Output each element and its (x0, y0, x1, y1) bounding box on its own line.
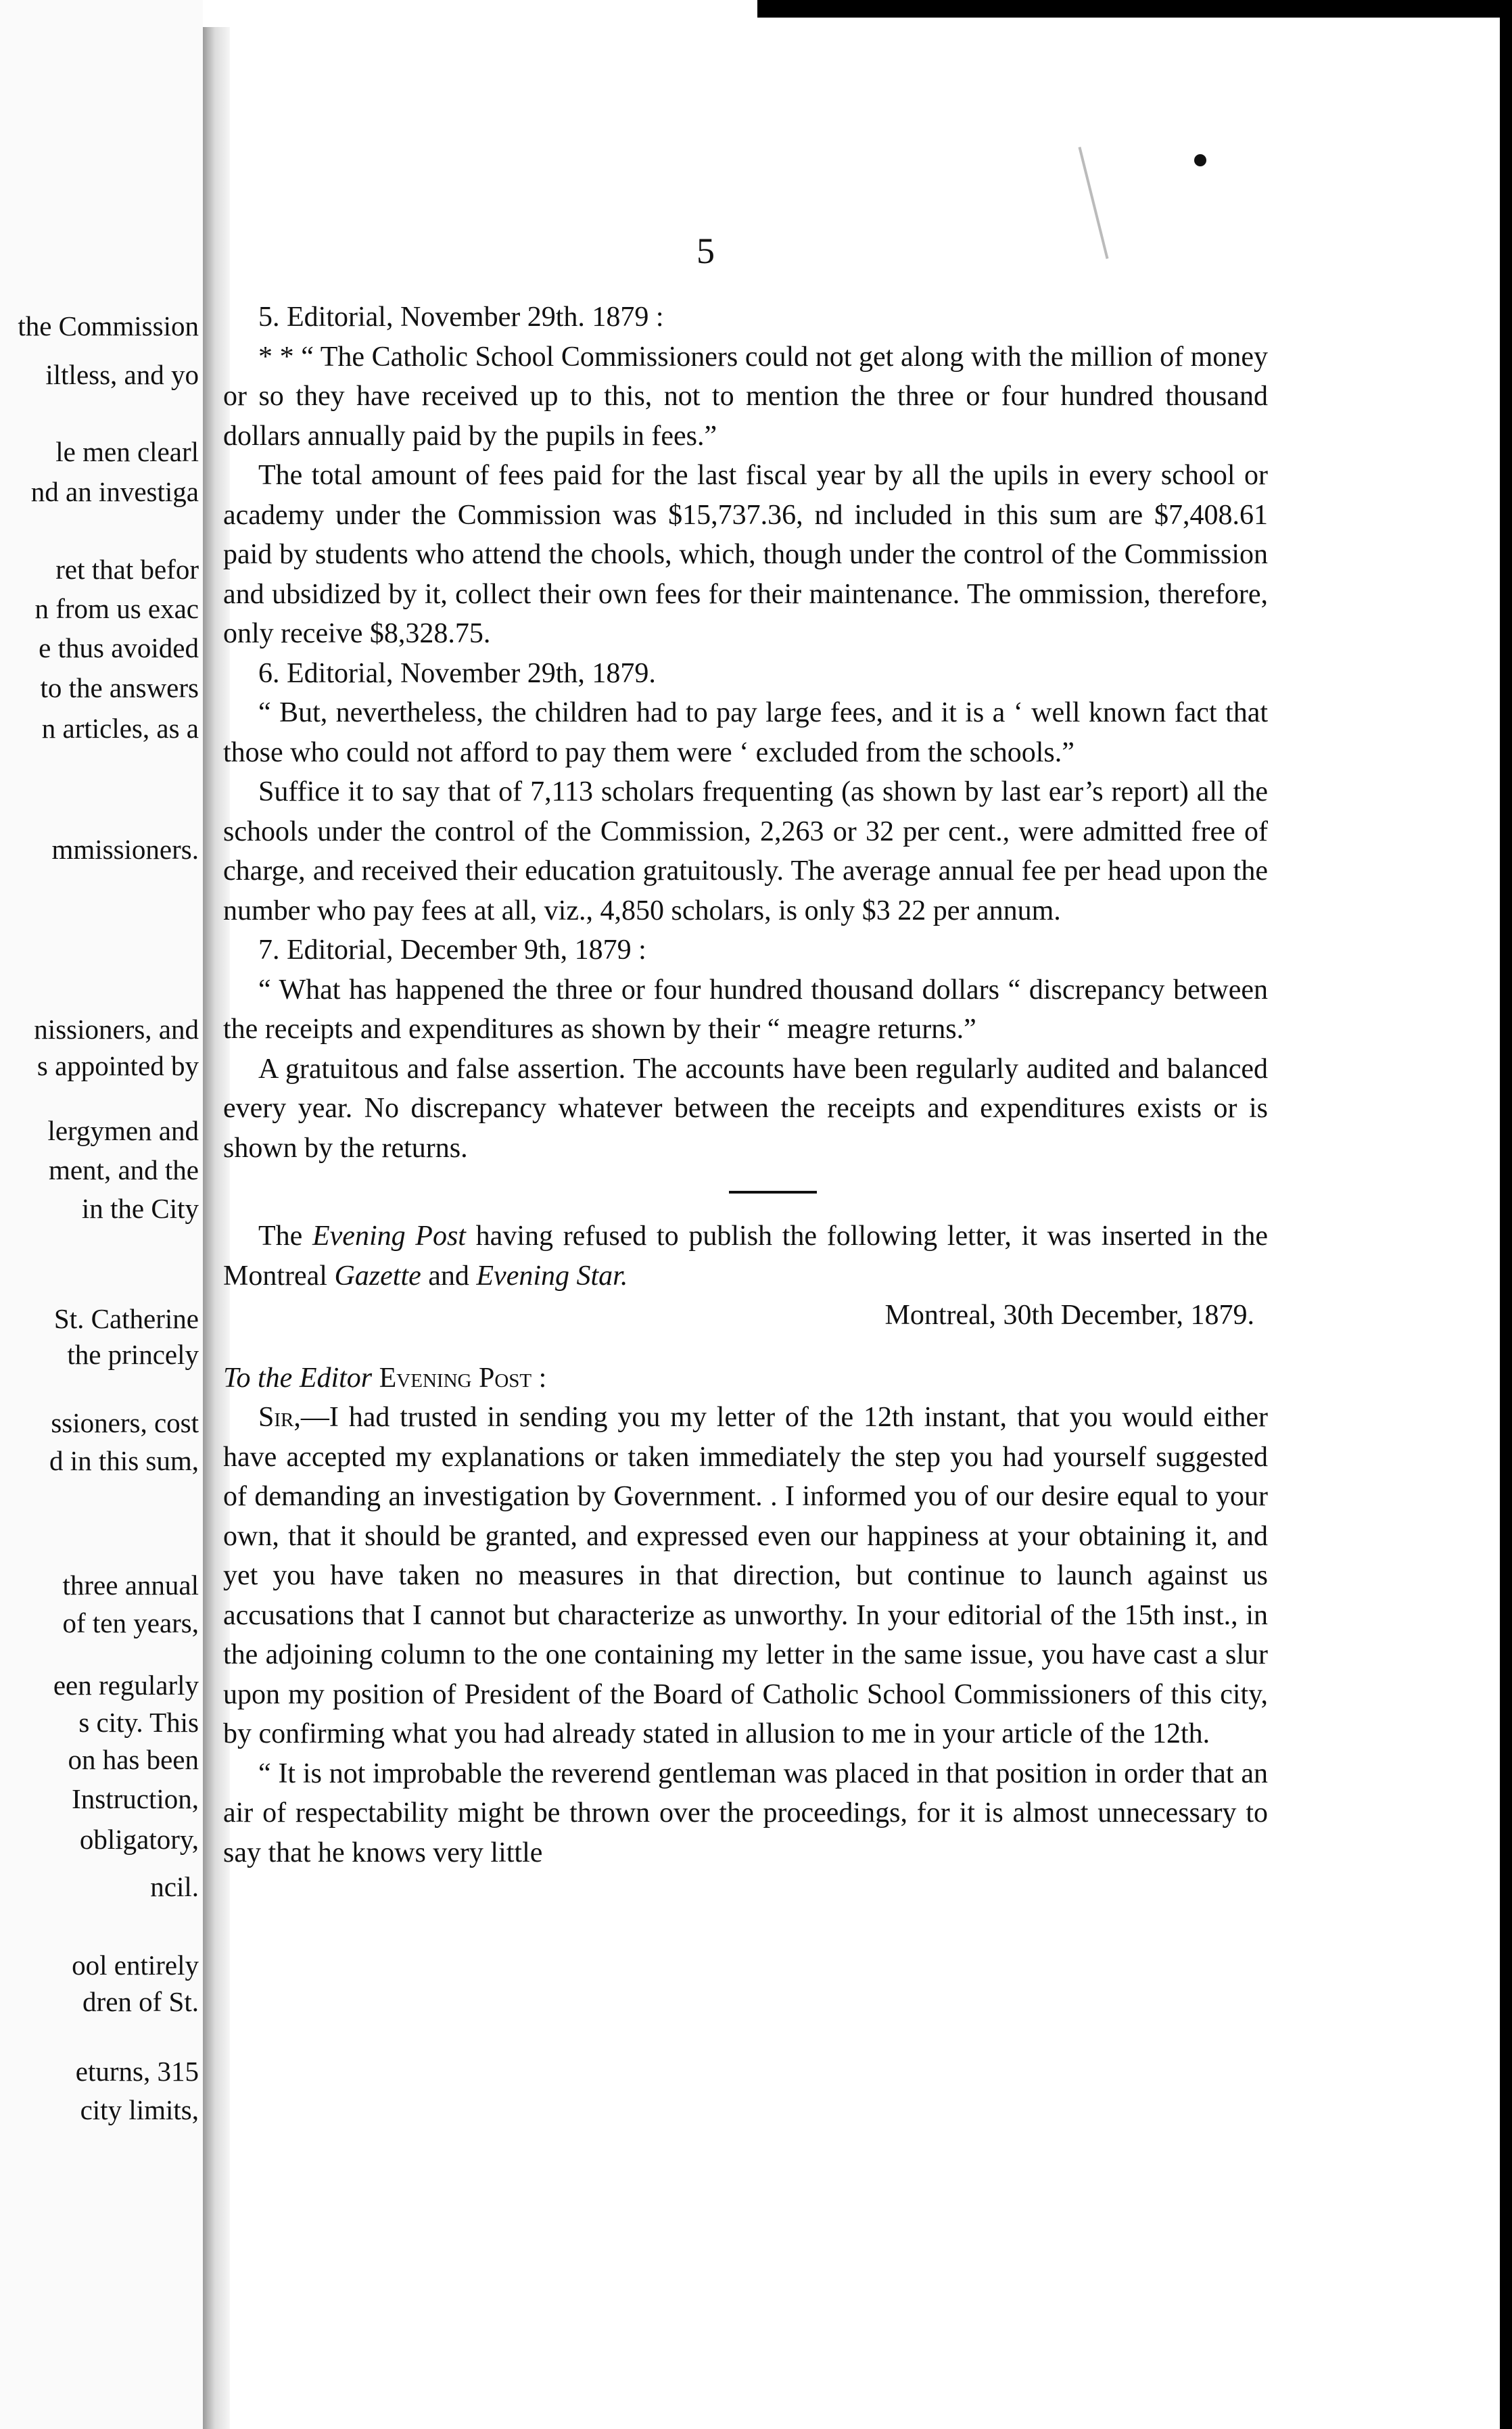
salutation: To the Editor Evening Post : (223, 1362, 547, 1394)
facing-page-line: on has been (68, 1744, 199, 1775)
paragraph: Suffice it to say that of 7,113 scholars frequenting (as shown by last ear’s report) all the schools under the control of the Commission, 2,263 or 32 per cent., were admitted free of charge, and received their education gratuitously. The average annual fee per head upon the number who pay fees at all, viz., 4,850 scholars, is only $3 22 per annum. (223, 776, 1268, 926)
paragraph: 5. Editorial, November 29th. 1879 : (258, 302, 664, 333)
newspaper-name: Evening Post (312, 1221, 466, 1252)
facing-page-line: iltless, and yo (45, 359, 199, 390)
paragraph: “ What has happened the three or four hundred thousand dollars “ discrepancy between the receipts and expenditures as shown by their “ meagre returns.” (223, 974, 1268, 1045)
facing-page-line: the Commission (18, 310, 199, 341)
facing-page-line: s appointed by (37, 1050, 199, 1081)
facing-page-line: mmissioners. (51, 834, 199, 865)
facing-page-line: to the answers (40, 672, 199, 703)
facing-page-line: d in this sum, (49, 1445, 199, 1476)
scan-border-right (1500, 0, 1512, 2429)
facing-page-line: n from us exac (34, 593, 199, 624)
page-body (223, 223, 1268, 1872)
dateline: Montreal, 30th December, 1879. (884, 1300, 1254, 1331)
newspaper-name: Gazette (334, 1260, 421, 1292)
facing-page-line: een regularly (53, 1670, 199, 1701)
facing-page-line: lergymen and (47, 1115, 199, 1146)
letter-paragraph: “ It is not improbable the reverend gentleman was placed in that position in order that an air of respectability might be thrown over the proceedings, for it is almost unnecessary to say that he knows very little (223, 1758, 1268, 1868)
scan-spot (1194, 154, 1206, 166)
facing-page-line: ret that befor (55, 554, 199, 585)
section-divider (729, 1191, 817, 1194)
facing-page-line: the princely (67, 1339, 199, 1370)
facing-page-line: in the City (81, 1193, 199, 1224)
facing-page-line: city limits, (80, 2094, 199, 2125)
facing-page-line: dren of St. (82, 1986, 199, 2017)
paragraph: “ But, nevertheless, the children had to pay large fees, and it is a ‘ well known fact that those who could not afford to pay them were ‘ excluded from the schools.” (223, 697, 1268, 768)
facing-page-line: obligatory, (79, 1824, 199, 1855)
facing-page-line: Instruction, (72, 1783, 199, 1814)
facing-page-line: e thus avoided (39, 632, 199, 663)
facing-page-line: ssioners, cost (51, 1407, 199, 1438)
newspaper-name: Evening Star. (476, 1260, 628, 1292)
paragraph: 7. Editorial, December 9th, 1879 : (258, 935, 646, 966)
facing-page-line: ncil. (150, 1871, 199, 1902)
facing-page-line: n articles, as a (41, 713, 199, 744)
facing-page-line: St. Catherine (53, 1303, 199, 1334)
facing-page-fragment (0, 0, 203, 2429)
page-number: 5 (696, 231, 715, 271)
letter-paragraph: Sir,—I had trusted in sending you my letter of the 12th instant, that you would either have accepted my explanations or taken immediately the step you had yourself suggested of demanding an investigation by Government. . I informed you of our desire equal to your own, that it should be granted, and expressed even our happiness at your obtaining it, and yet you have taken no measures in that direction, but continue to launch against us accusations that I cannot but characterize as unworthy. In your editorial of the 15th inst., in the adjoining column to the one containing my letter in the same issue, you have cast a slur upon my position of President of the Board of Catholic School Commissioners of this city, by confirming what you had already stated in allusion to me in your article of the 12th. (223, 1402, 1268, 1749)
facing-page-line: ool entirely (72, 1950, 199, 1981)
scan-border-top (757, 0, 1512, 18)
paragraph: The total amount of fees paid for the last fiscal year by all the upils in every school or academy under the Commission was $15,737.36, nd included in this sum are $7,408.61 paid by students who attend the chools, which, though under the control of the Commission and ubsidized by it, collect their own fees for their maintenance. The ommission, therefore, only receive $8,328.75. (223, 460, 1268, 649)
facing-page-line: of ten years, (62, 1607, 199, 1638)
facing-page-line: three annual (62, 1570, 199, 1601)
paragraph: * * “ The Catholic School Commissioners could not get along with the million of money or so they have received up to this, not to mention the three or four hundred thousand dollars annually paid by the pupils in fees.” (223, 341, 1268, 452)
facing-page-line: eturns, 315 (75, 2056, 199, 2087)
paragraph: 6. Editorial, November 29th, 1879. (258, 657, 656, 689)
facing-page-line: s city. This (78, 1707, 199, 1738)
paragraph: A gratuitous and false assertion. The accounts have been regularly audited and balanced every year. No discrepancy whatever between the receipts and expenditures exists or is shown by the returns. (223, 1053, 1268, 1164)
facing-page-line: nd an investiga (30, 476, 199, 507)
facing-page-line: ment, and the (48, 1154, 199, 1185)
letter-intro: The Evening Post having refused to publish the following letter, it was inserted in the Montreal Gazette and Evening Star. (223, 1221, 1268, 1292)
facing-page-line: le men clearl (55, 436, 199, 467)
facing-page-line: nissioners, and (34, 1014, 199, 1045)
